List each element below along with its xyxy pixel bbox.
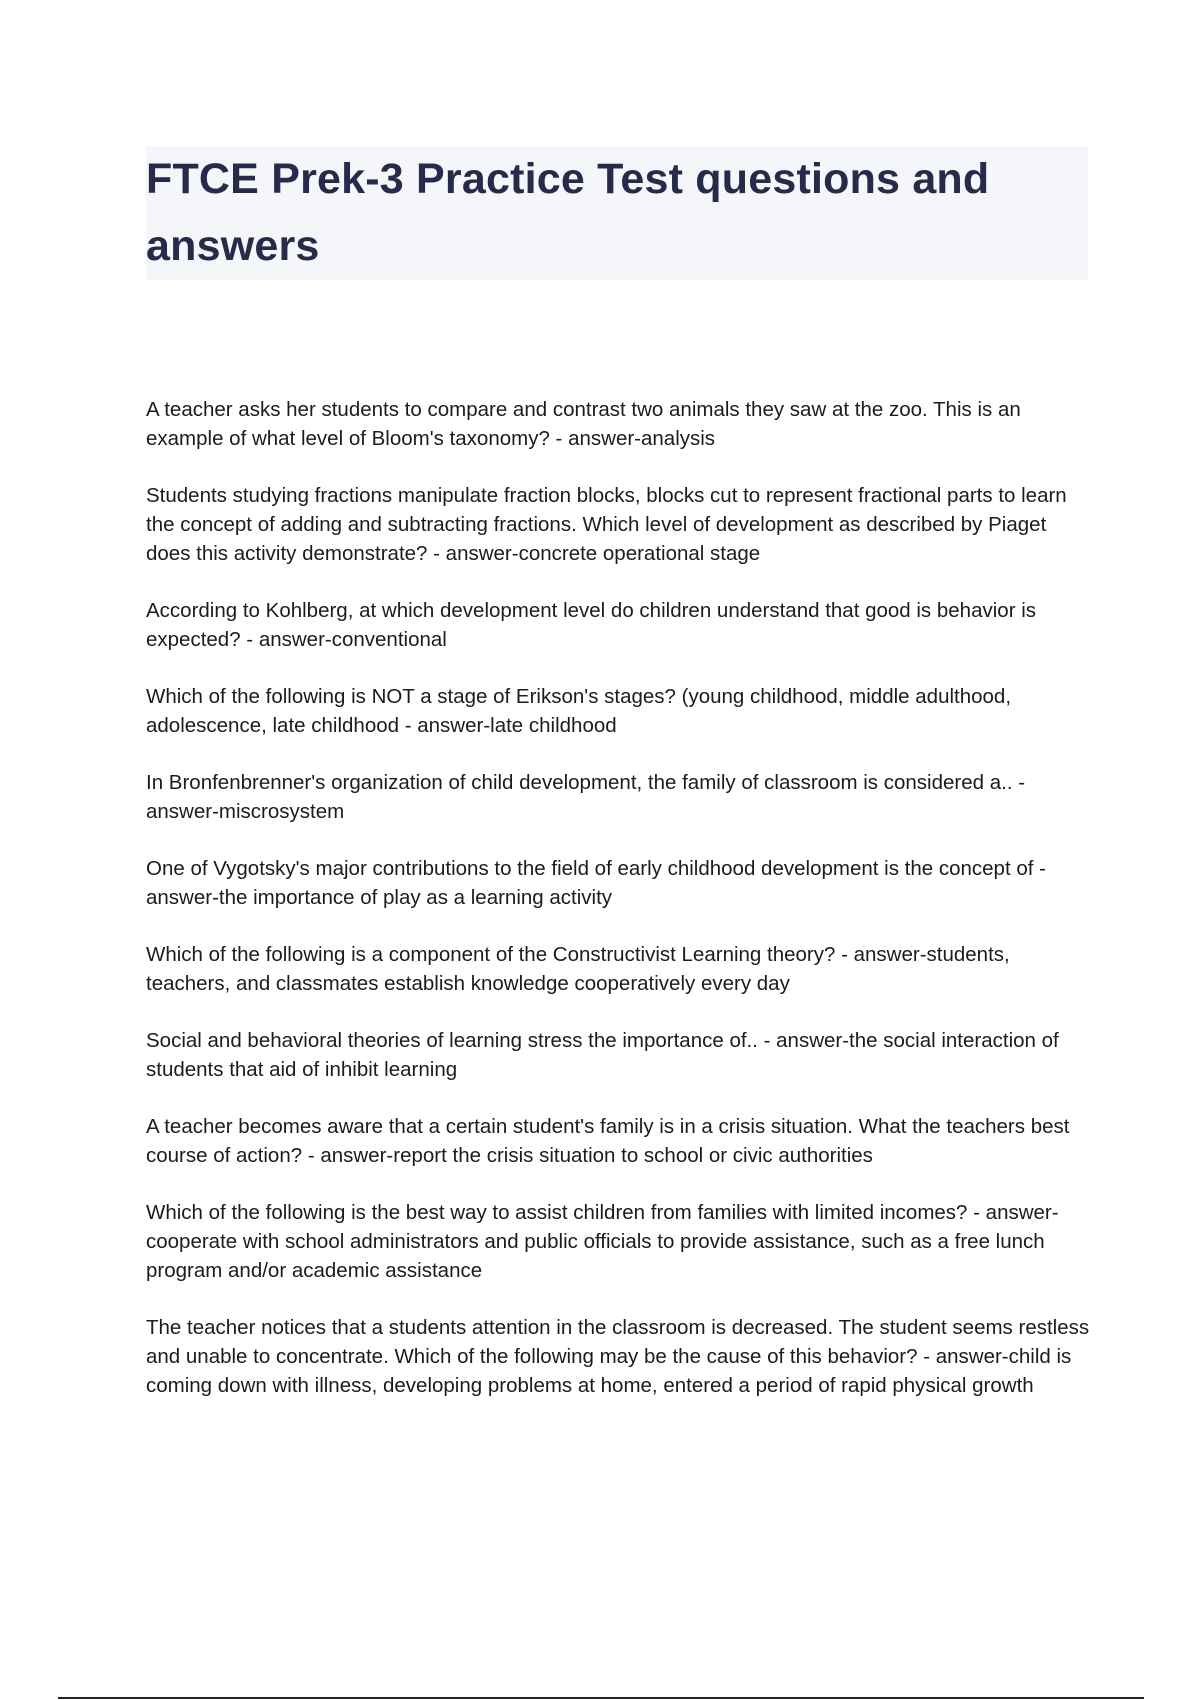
qa-item-1: A teacher asks her students to compare and contrast two animals they saw at the zoo. This is an example of what level of Bloom's taxonomy? - answer-analysis <box>146 398 1021 450</box>
title-banner <box>146 146 1088 280</box>
page-title: FTCE Prek-3 Practice Test questions and answers <box>146 155 990 270</box>
qa-item-8: Social and behavioral theories of learning stress the importance of.. - answer-the social interaction of students that aid of inhibit learning <box>146 1029 1059 1081</box>
qa-item-11: The teacher notices that a students attention in the classroom is decreased. The student seems restless and unable to concentrate. Which of the following may be the cause of this behavior? - answer-child is coming down with illness, developing problems at home, entered a period of rapid physical growth <box>146 1316 1090 1397</box>
qa-item-5: In Bronfenbrenner's organization of child development, the family of classroom is considered a.. - answer-miscrosystem <box>146 771 1026 823</box>
qa-item-3: According to Kohlberg, at which development level do children understand that good is behavior is expected? - answer-conventional <box>146 599 1037 651</box>
qa-item-4: Which of the following is NOT a stage of Erikson's stages? (young childhood, middle adulthood, adolescence, late childhood - answer-late childhood <box>146 685 1012 737</box>
qa-list <box>146 395 1096 1428</box>
qa-item-10: Which of the following is the best way to assist children from families with limited incomes? - answer-cooperate with school administrators and public officials to provide assistance, such as a free lunch program and/or academic assistance <box>146 1201 1059 1282</box>
footer-divider <box>58 1697 1144 1699</box>
qa-item-9: A teacher becomes aware that a certain student's family is in a crisis situation. What the teachers best course of action? - answer-report the crisis situation to school or civic authorities <box>146 1115 1070 1167</box>
qa-item-2: Students studying fractions manipulate fraction blocks, blocks cut to represent fractional parts to learn the concept of adding and subtracting fractions. Which level of development as described by Piaget does this activity demonstrate? - answer-concrete operational stage <box>146 484 1067 565</box>
qa-item-7: Which of the following is a component of the Constructivist Learning theory? - answer-students, teachers, and classmates establish knowledge cooperatively every day <box>146 943 1010 995</box>
qa-item-6: One of Vygotsky's major contributions to the field of early childhood development is the concept of - answer-the importance of play as a learning activity <box>146 857 1046 909</box>
